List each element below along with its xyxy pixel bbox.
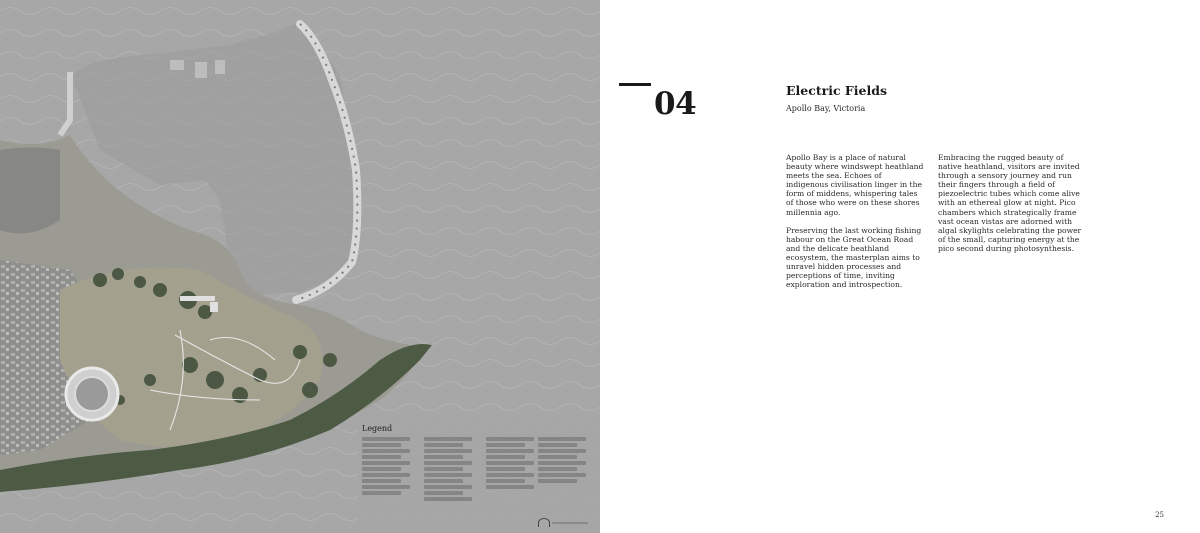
paragraph: Embracing the rugged beauty of native heathland, visitors are invited through a sensory journey and run their fingers through a field of piezoelectric tubes which come alive with an ethereal glow at night. Pico chambers which strategically frame vast ocean vistas are adorned with algal skylights celebrating the power of the small, capturing energy at the pico second during photosynthesis. bbox=[938, 153, 1082, 253]
text-page bbox=[600, 0, 1200, 533]
plan-legend bbox=[362, 424, 594, 528]
page-number: 25 bbox=[1155, 511, 1164, 519]
legend-column-1 bbox=[362, 435, 418, 497]
body-column-2 bbox=[938, 153, 1082, 262]
north-arrow-icon bbox=[538, 518, 550, 527]
paragraph: Preserving the last working fishing habour on the Great Ocean Road and the delicate heathland ecosystem, the masterplan aims to unravel hidden processes and perceptions of time, inviting exploration and introspection. bbox=[786, 225, 922, 290]
chapter-rule bbox=[619, 83, 651, 86]
legend-title: Legend bbox=[362, 424, 393, 433]
project-title: Electric Fields bbox=[786, 83, 888, 98]
chapter-number: 04 bbox=[654, 86, 697, 122]
legend-column-4 bbox=[538, 435, 594, 485]
legend-column-3 bbox=[486, 435, 542, 491]
body-column-1 bbox=[786, 153, 924, 298]
project-location: Apollo Bay, Victoria bbox=[786, 104, 866, 113]
scale-bar bbox=[552, 522, 588, 524]
paragraph: Apollo Bay is a place of natural beauty where windswept heathland meets the sea. Echoes of indigenous civilisation linger in the form of middens, whispering tales of those who were on these shores millennia ago. bbox=[786, 153, 924, 217]
legend-column-2 bbox=[424, 435, 480, 503]
